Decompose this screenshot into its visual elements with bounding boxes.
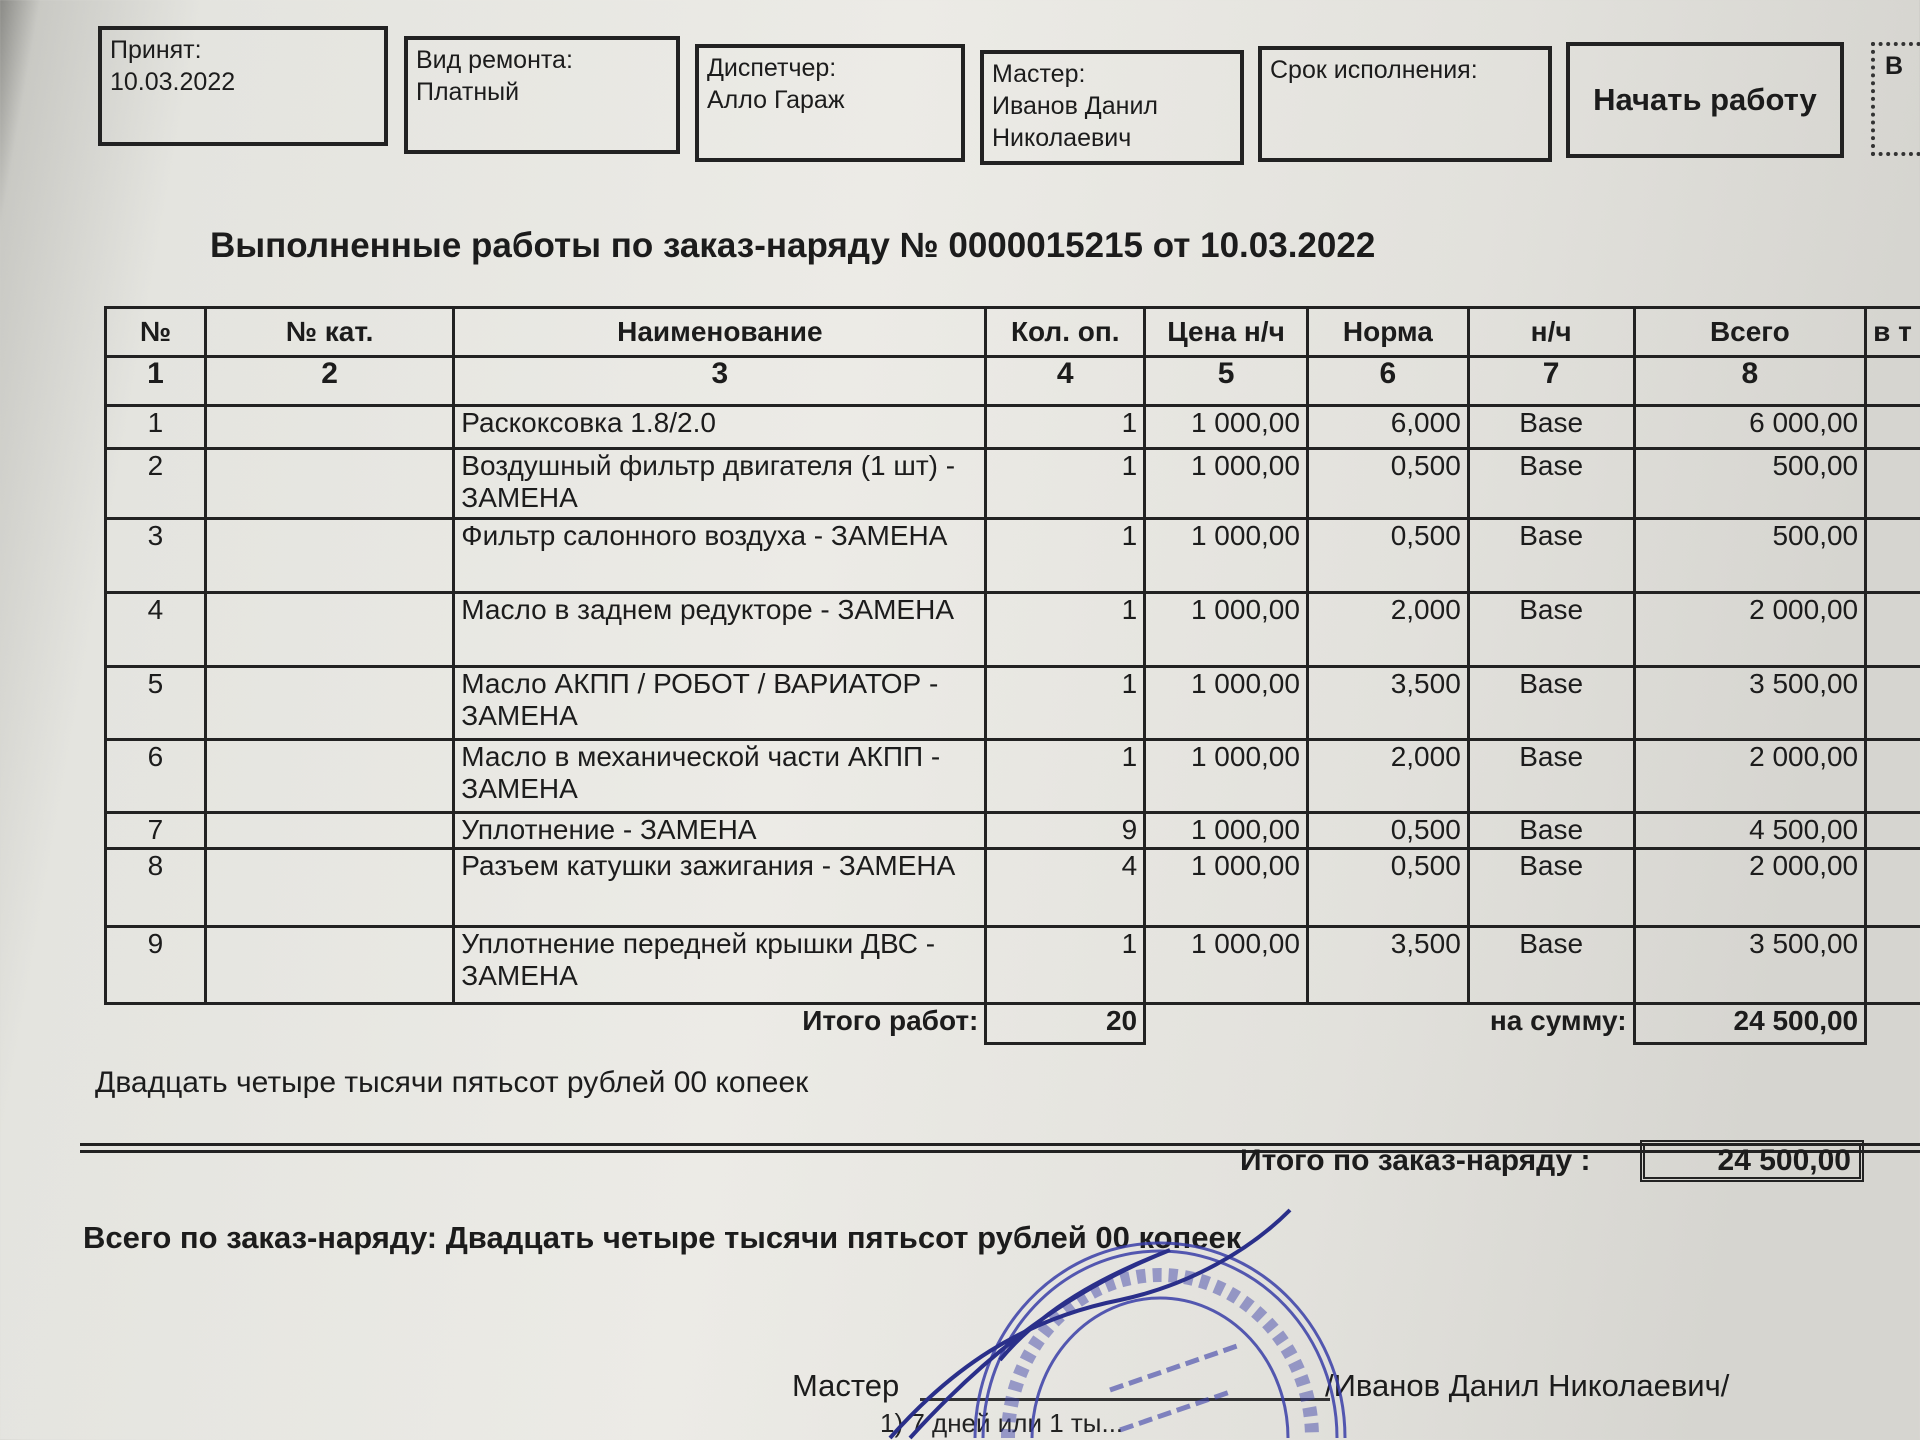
col-header: №	[106, 308, 206, 357]
table-row	[106, 813, 1920, 849]
operation-count: 1	[986, 406, 1145, 449]
handwritten-signature	[890, 1210, 1290, 1438]
norm-hours: 0,500	[1307, 813, 1468, 849]
operation-count: 1	[986, 519, 1145, 593]
table-row	[106, 849, 1920, 927]
table-row	[106, 927, 1920, 1004]
operation-count: 1	[986, 449, 1145, 519]
stamp-seal	[870, 1190, 1430, 1440]
dispatcher-value: Алло Гараж	[707, 86, 845, 114]
empty-cell	[1866, 740, 1920, 813]
catalog-number	[205, 593, 453, 667]
footer-fragment: 1) 7 дней или 1 ты...	[880, 1408, 1124, 1438]
col-number: 4	[986, 357, 1145, 406]
accepted-value: 10.03.2022	[110, 68, 236, 96]
table-row	[106, 593, 1920, 667]
row-number: 2	[106, 449, 206, 519]
row-number: 7	[106, 813, 206, 849]
row-number: 9	[106, 927, 206, 1004]
row-total: 2 000,00	[1634, 740, 1866, 813]
norm-hours: 0,500	[1307, 449, 1468, 519]
totals-row	[106, 1004, 1920, 1044]
table-row	[106, 740, 1920, 813]
row-number: 1	[106, 406, 206, 449]
repair-type-value: Платный	[416, 78, 520, 106]
col-number: 1	[106, 357, 206, 406]
hour-type: Base	[1468, 667, 1634, 740]
row-number: 4	[106, 593, 206, 667]
table-row	[106, 519, 1920, 593]
col-number	[1866, 357, 1920, 406]
row-total: 2 000,00	[1634, 593, 1866, 667]
hour-price: 1 000,00	[1145, 593, 1308, 667]
empty-cell	[1866, 813, 1920, 849]
empty-cell	[1866, 667, 1920, 740]
norm-hours: 2,000	[1307, 593, 1468, 667]
repair-type-box	[404, 36, 680, 154]
stamp-center-lettering	[1110, 1345, 1240, 1430]
col-header: Наименование	[454, 308, 986, 357]
hour-type: Base	[1468, 849, 1634, 927]
start-work-button[interactable]: Начать работу	[1566, 42, 1844, 158]
operation-count: 1	[986, 593, 1145, 667]
col-number: 7	[1468, 357, 1634, 406]
catalog-number	[205, 849, 453, 927]
work-name: Разъем катушки зажигания - ЗАМЕНА	[454, 849, 986, 927]
row-total: 6 000,00	[1634, 406, 1866, 449]
table-row	[106, 667, 1920, 740]
col-number: 8	[1634, 357, 1866, 406]
order-total-value: 24 500,00	[1640, 1140, 1864, 1182]
norm-hours: 0,500	[1307, 519, 1468, 593]
empty-cell	[1866, 1004, 1920, 1044]
sum-value: 24 500,00	[1634, 1004, 1866, 1044]
empty-cell	[1866, 593, 1920, 667]
signature-name: /Иванов Данил Николаевич/	[1325, 1368, 1730, 1403]
hour-type: Base	[1468, 519, 1634, 593]
hour-price: 1 000,00	[1145, 449, 1308, 519]
operation-count: 1	[986, 667, 1145, 740]
row-total: 500,00	[1634, 449, 1866, 519]
norm-hours: 2,000	[1307, 740, 1468, 813]
hour-price: 1 000,00	[1145, 667, 1308, 740]
row-number: 8	[106, 849, 206, 927]
hour-price: 1 000,00	[1145, 813, 1308, 849]
row-total: 4 500,00	[1634, 813, 1866, 849]
norm-hours: 3,500	[1307, 667, 1468, 740]
amount-in-words: Двадцать четыре тысячи пятьсот рублей 00 копеек	[95, 1066, 809, 1099]
empty-cell	[1866, 927, 1920, 1004]
empty-cell	[1866, 849, 1920, 927]
operation-count: 9	[986, 813, 1145, 849]
catalog-number	[205, 740, 453, 813]
operation-count: 1	[986, 740, 1145, 813]
catalog-number	[205, 449, 453, 519]
hour-price: 1 000,00	[1145, 927, 1308, 1004]
norm-hours: 3,500	[1307, 927, 1468, 1004]
col-header: в т	[1866, 308, 1920, 357]
hour-type: Base	[1468, 813, 1634, 849]
work-name: Уплотнение передней крышки ДВС - ЗАМЕНА	[454, 927, 986, 1004]
dispatcher-label: Диспетчер:	[707, 54, 837, 82]
page-title: Выполненные работы по заказ-наряду № 0000015215 от 10.03.2022	[210, 226, 1376, 265]
col-number: 5	[1145, 357, 1308, 406]
signature-role: Мастер	[792, 1368, 900, 1403]
catalog-number	[205, 927, 453, 1004]
catalog-number	[205, 519, 453, 593]
work-name: Уплотнение - ЗАМЕНА	[454, 813, 986, 849]
col-header: Всего	[1634, 308, 1866, 357]
order-total-words: Всего по заказ-наряду: Двадцать четыре тысячи пятьсот рублей 00 копеек	[83, 1220, 1242, 1255]
work-name: Раскоксовка 1.8/2.0	[454, 406, 986, 449]
norm-hours: 0,500	[1307, 849, 1468, 927]
hour-type: Base	[1468, 593, 1634, 667]
row-total: 3 500,00	[1634, 667, 1866, 740]
row-number: 5	[106, 667, 206, 740]
accepted-label: Принят:	[110, 36, 202, 64]
row-total: 3 500,00	[1634, 927, 1866, 1004]
master-value: Иванов Данил Николаевич	[992, 92, 1159, 152]
deadline-label: Срок исполнения:	[1270, 56, 1478, 84]
table-row	[106, 449, 1920, 519]
norm-hours: 6,000	[1307, 406, 1468, 449]
hour-price: 1 000,00	[1145, 849, 1308, 927]
works-total-value: 20	[986, 1004, 1145, 1044]
cut-off-box	[1871, 42, 1920, 156]
master-box	[980, 50, 1244, 165]
column-number-row	[106, 357, 1920, 406]
col-number: 2	[205, 357, 453, 406]
master-label: Мастер:	[992, 60, 1086, 88]
work-name: Масло АКПП / РОБОТ / ВАРИАТОР - ЗАМЕНА	[454, 667, 986, 740]
col-header: Кол. оп.	[986, 308, 1145, 357]
empty-cell	[1866, 519, 1920, 593]
col-header: Норма	[1307, 308, 1468, 357]
catalog-number	[205, 406, 453, 449]
empty-cell	[1866, 406, 1920, 449]
works-total-label: Итого работ:	[106, 1004, 986, 1044]
operation-count: 1	[986, 927, 1145, 1004]
work-name: Фильтр салонного воздуха - ЗАМЕНА	[454, 519, 986, 593]
col-header: № кат.	[205, 308, 453, 357]
dispatcher-box	[695, 44, 965, 162]
col-header: н/ч	[1468, 308, 1634, 357]
works-table	[104, 306, 1920, 1045]
hour-price: 1 000,00	[1145, 406, 1308, 449]
col-number: 3	[454, 357, 986, 406]
sum-label: на сумму:	[1145, 1004, 1634, 1044]
col-number: 6	[1307, 357, 1468, 406]
table-header-row	[106, 308, 1920, 357]
row-total: 500,00	[1634, 519, 1866, 593]
order-total-label: Итого по заказ-наряду :	[1240, 1144, 1591, 1177]
repair-type-label: Вид ремонта:	[416, 46, 573, 74]
hour-price: 1 000,00	[1145, 740, 1308, 813]
deadline-box	[1258, 46, 1552, 162]
hour-type: Base	[1468, 406, 1634, 449]
row-total: 2 000,00	[1634, 849, 1866, 927]
hour-type: Base	[1468, 449, 1634, 519]
col-header: Цена н/ч	[1145, 308, 1308, 357]
catalog-number	[205, 813, 453, 849]
cut-off-box-label: В	[1885, 52, 1904, 80]
catalog-number	[205, 667, 453, 740]
table-row	[106, 406, 1920, 449]
operation-count: 4	[986, 849, 1145, 927]
row-number: 6	[106, 740, 206, 813]
hour-type: Base	[1468, 740, 1634, 813]
work-name: Воздушный фильтр двигателя (1 шт) - ЗАМЕНА	[454, 449, 986, 519]
row-number: 3	[106, 519, 206, 593]
hour-price: 1 000,00	[1145, 519, 1308, 593]
accepted-box	[98, 26, 388, 146]
hour-type: Base	[1468, 927, 1634, 1004]
empty-cell	[1866, 449, 1920, 519]
work-name: Масло в заднем редукторе - ЗАМЕНА	[454, 593, 986, 667]
work-name: Масло в механической части АКПП - ЗАМЕНА	[454, 740, 986, 813]
